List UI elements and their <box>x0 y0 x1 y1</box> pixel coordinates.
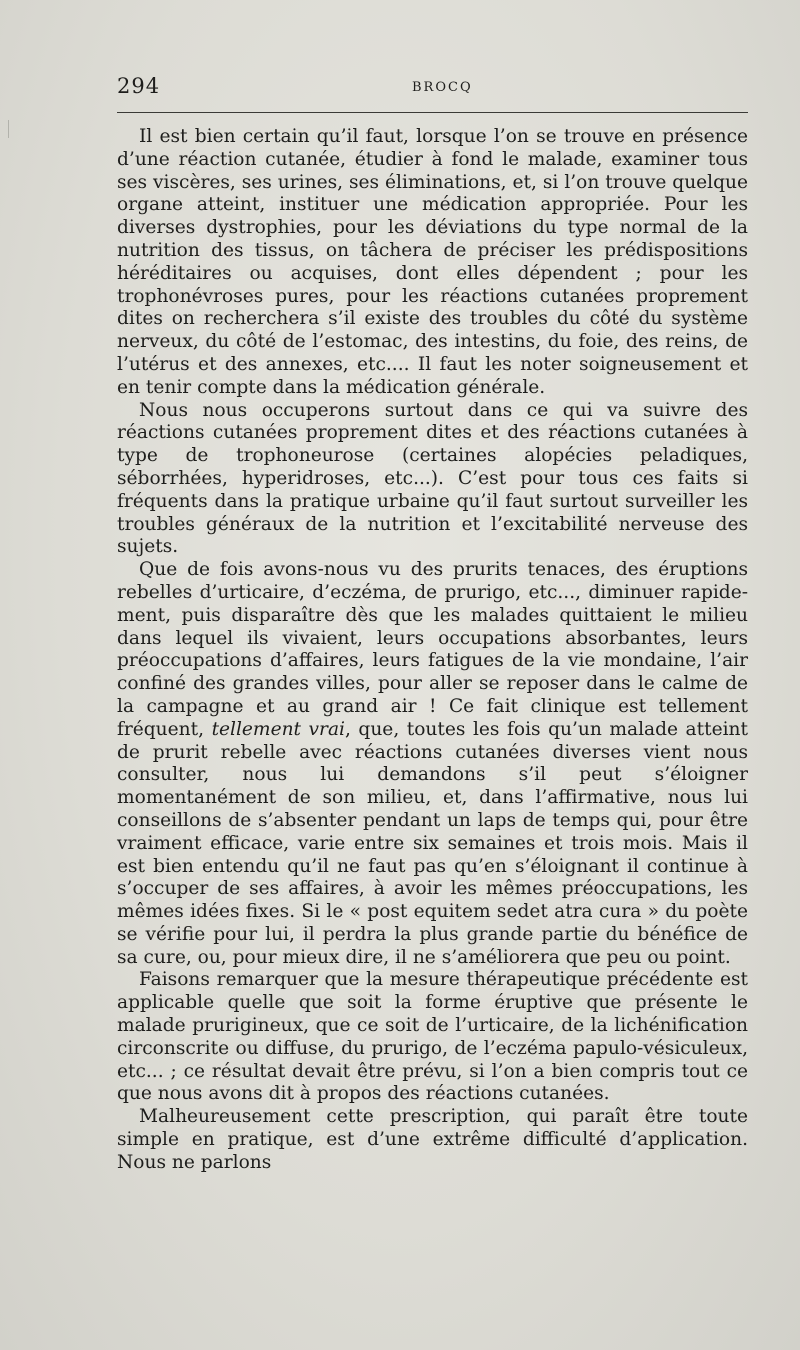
paragraph-3-emphasis: tellement vrai <box>211 718 345 740</box>
paragraph-2: Nous nous occuperons surtout dans ce qui va suivre des réactions cutanées proprement dites et des réactions cutanées à type de trophoneurose (certaines alopécies peladiques, séborrhées, hyperidroses, etc...). C’est pour tous ces faits si fréquents dans la pratique urbaine qu’il faut surtout surveiller les troubles généraux de la nutrition et l’excitabilité nerveuse des sujets. <box>117 399 748 558</box>
paragraph-1: Il est bien certain qu’il faut, lorsque l’on se trouve en présence d’une réaction cutanée, étudier à fond le malade, examiner tous ses viscères, ses urines, ses éliminations, et, si l’on trouve quelque organe atteint, instituer une médication appropriée. Pour les diverses dystrophies, pour les déviations du type normal de la nutrition des tissus, on tâchera de préciser les prédispositions héréditaires ou acquises, dont elles dépendent ; pour les trophonévroses pures, pour les réactions cutanées proprement dites on recherchera s’il existe des troubles du côté du système nerveux, du côté de l’estomac, des intestins, du foie, des reins, de l’utérus et des annexes, etc.... Il faut les noter soigneusement et en tenir compte dans la médication générale. <box>117 126 748 398</box>
page-header <box>117 68 748 112</box>
paragraph-3-text-after: , que, toutes les fois qu’un malade atteint de prurit rebelle avec réactions cutanées diverses vient nous consulter, nous lui demandons s’il peut s’éloigner momentanément de son milieu, et, dans l’affirmative, nous lui conseillons de s’absenter pendant un laps de temps qui, pour être vraiment efficace, varie entre six semaines et trois mois. Mais il est bien entendu qu’il ne faut pas qu’en s’éloignant il continue à s’occuper de ses affaires, à avoir les mêmes préoccupations, les mêmes idées fixes. Si le « post equitem sedet atra cura » du poète se vérifie pour lui, il perdra la plus grande partie du bénéfice de sa cure, ou, pour mieux dire, il ne s’améliorera que peu ou point. <box>117 718 748 968</box>
body-text <box>117 126 748 1175</box>
page-edge-mark <box>8 120 11 138</box>
paragraph-4: Faisons remarquer que la mesure thérapeutique précédente est applicable quelle que soit la forme éruptive que présente le malade prurigineux, que ce soit de l’urticaire, de la lichénification circonscrite ou diffuse, du prurigo, de l’eczéma papulo-vésiculeux, etc... ; ce résultat devait être prévu, si l’on a bien compris tout ce que nous avons dit à propos des réactions cutanées. <box>117 969 748 1105</box>
header-rule <box>117 112 748 113</box>
paragraph-5: Malheureusement cette prescription, qui paraît être toute simple en pratique, est d’une extrême difficulté d’application. Nous ne parlons <box>117 1106 748 1173</box>
page-number: 294 <box>117 74 161 98</box>
paragraph-3-text-before: Que de fois avons-nous vu des prurits tenaces, des éruptions rebelles d’urticaire, d’eczéma, de prurigo, etc..., diminuer rapidement, puis disparaître dès que les malades quittaient le milieu dans lequel ils vivaient, leurs occupations absorbantes, leurs préoccupations d’affaires, leurs fatigues de la vie mondaine, l’air confiné des grandes villes, pour aller se reposer dans le calme de la campagne et au grand air ! Ce fait clinique est tellement fréquent, <box>117 559 748 740</box>
paragraph-3 <box>117 559 748 969</box>
running-head: BROCQ <box>412 80 473 95</box>
